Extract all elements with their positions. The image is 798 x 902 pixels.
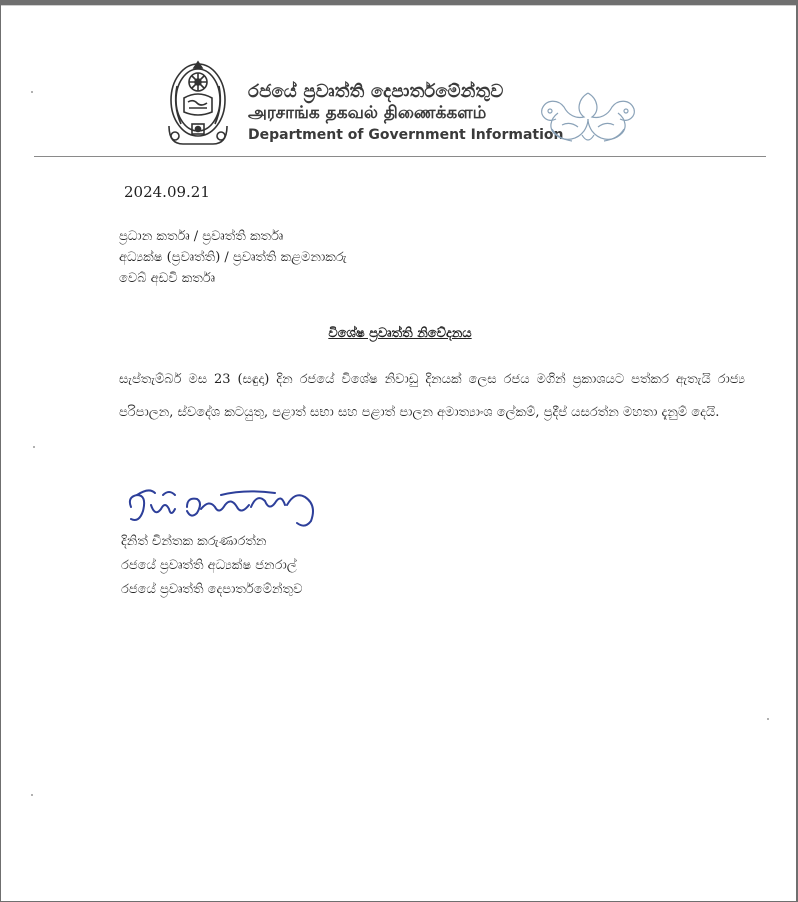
scan-speck xyxy=(31,794,33,796)
handwritten-signature xyxy=(125,483,325,533)
department-heading xyxy=(248,82,564,146)
recipient-line: අධ්‍යක්ෂ (ප්‍රවෘත්ති) / ප්‍රවෘත්ති කළමනාකරු xyxy=(119,250,347,265)
letter-page xyxy=(1,5,796,901)
signatory-department: රජයේ ප්‍රවෘත්ති දෙපාර්තමේන්තුව xyxy=(121,582,303,597)
department-name-sinhala: රජයේ ප්‍රවෘත්ති දෙපාර්තමේන්තුව xyxy=(248,81,504,102)
notice-body: සැප්තැම්බර් මස 23 (සඳුදා) දින රජයේ විශේෂ නිවාඩු දිනයක් ලෙස රජය මගින් ප්‍රකාශයට පත්කර ඇතැයි රාජ්‍ය පරිපාලන, ස්වදේශ කටයුතු, පළාත් සභා සහ පළාත් පාලන අමාත්‍යාංශ ලේකම්, ප්‍රදීප් යසරත්න මහතා දැනුම් දෙයි. xyxy=(119,372,745,420)
signatory-block xyxy=(121,530,302,602)
signatory-position: රජයේ ප්‍රවෘත්ති අධ්‍යක්ෂ ජනරාල් xyxy=(121,558,297,573)
sri-lanka-emblem-icon xyxy=(163,56,233,152)
notice-title: විශේෂ ප්‍රවෘත්ති නිවේදනය xyxy=(328,326,472,341)
letter-date: 2024.09.21 xyxy=(124,183,210,201)
liyawela-ornament-icon xyxy=(538,89,638,147)
department-name-tamil: அரசாங்க தகவல் திணைக்களம் xyxy=(248,103,487,123)
department-name-english: Department of Government Information xyxy=(248,127,564,143)
signatory-name: දිනිත් චින්තක කරුණාරත්න xyxy=(121,534,267,549)
scan-speck xyxy=(767,718,769,720)
header-divider xyxy=(34,156,766,157)
recipient-line: ප්‍රධාන කර්තෘ / ප්‍රවෘත්ති කර්තෘ xyxy=(119,229,284,244)
scan-speck xyxy=(31,91,33,93)
recipient-list xyxy=(119,226,347,289)
recipient-line: වෙබ් අඩවි කර්තෘ xyxy=(119,271,215,286)
scan-speck xyxy=(33,446,35,448)
